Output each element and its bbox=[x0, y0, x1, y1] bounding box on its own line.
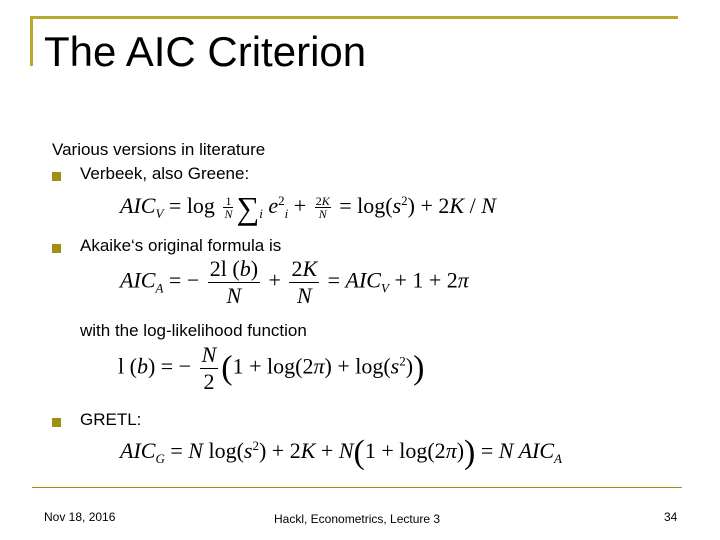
bullet-marker bbox=[52, 418, 61, 427]
intro-text: Various versions in literature bbox=[52, 140, 266, 159]
bullet-gretl: GRETL: bbox=[80, 410, 142, 429]
bullet-verbeek: Verbeek, also Greene: bbox=[80, 164, 250, 183]
loglik-note: with the log-likelihood function bbox=[80, 321, 307, 340]
formula-aic-a: $AIC_A$ = − $\frac{2l (b)}{N}$ + $\frac{2K}{N}$ = $AIC_V + 1 + 2\pi$ bbox=[120, 256, 469, 308]
formula-aic-v: $AIC_V = \log$ $\frac{1}{N}$ $\sum_i$ $e^2_i$ + $\frac{2K}{N}$ = $\log(s^2) + 2K / N$ bbox=[120, 190, 496, 226]
footer-divider bbox=[32, 487, 682, 488]
footer-date: Nov 18, 2016 bbox=[44, 510, 116, 524]
slide-title: The AIC Criterion bbox=[44, 28, 367, 75]
title-frame-top bbox=[30, 16, 678, 19]
bullet-marker bbox=[52, 172, 61, 181]
bullet-marker bbox=[52, 244, 61, 253]
formula-aic-g: $AIC_G = N$ $\log(s^2) + 2K + N(1 + \log(2\pi)) = N$ $AIC_A$ bbox=[120, 434, 562, 471]
formula-loglik: l (b) = − $\frac{N}{2}$ $(1 + \log(2\pi) + \log(s^2))$ bbox=[118, 342, 425, 394]
title-frame-left bbox=[30, 16, 33, 66]
page-number: 34 bbox=[664, 510, 678, 524]
bullet-akaike: Akaike‘s original formula is bbox=[80, 236, 282, 255]
footer-course: Hackl, Econometrics, Lecture 3 bbox=[274, 512, 441, 526]
